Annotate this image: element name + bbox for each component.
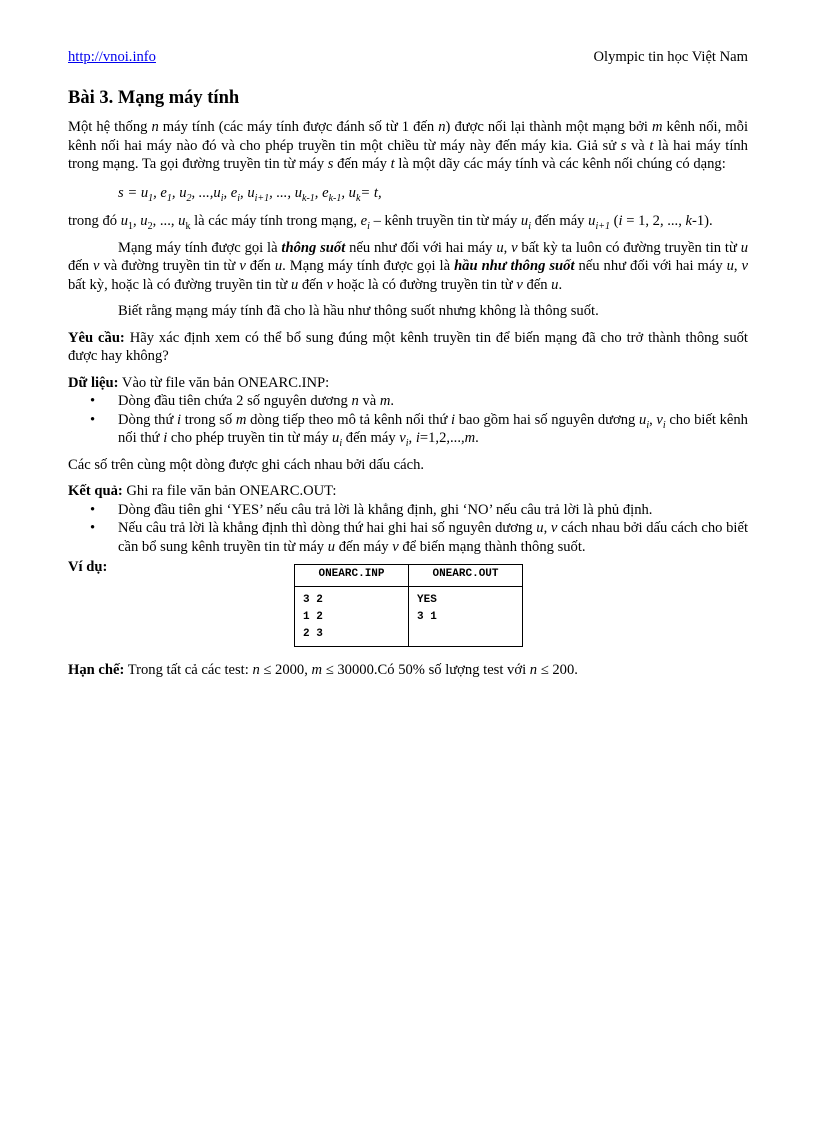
input-heading: Dữ liệu: Vào từ file văn bản ONEARC.INP: — [68, 374, 330, 391]
problem-title: Bài 3. Mạng máy tính — [68, 88, 240, 108]
example-table — [294, 564, 523, 647]
page-header — [68, 48, 748, 68]
separator-note: Các số trên cùng một dòng được ghi cách nhau bởi dấu cách. — [68, 456, 425, 473]
example-label: Ví dụ: — [68, 559, 108, 575]
example-output-line: 3 1 — [417, 611, 437, 623]
vnoi-link[interactable]: http://vnoi.info — [68, 49, 156, 65]
example-output-cell — [409, 587, 523, 647]
output-heading: Kết quả: Ghi ra file văn bản ONEARC.OUT: — [68, 483, 337, 499]
output-bullet-1: • Dòng đầu tiên ghi ‘YES’ nếu câu trả lời là khẳng định, ghi ‘NO’ nếu câu trả lời là phủ định. — [68, 501, 748, 520]
requirement-paragraph: Yêu cầu: Hãy xác định xem có thể bổ sung đúng một kênh truyền tin để biến mạng đã cho trở thành thông suốt được hay không? — [68, 329, 748, 364]
input-bullet-1: • Dòng đầu tiên chứa 2 số nguyên dương n và m. — [68, 392, 748, 411]
example-input-line: 2 3 — [303, 628, 323, 640]
known-paragraph: Biết rằng mạng máy tính đã cho là hầu như thông suốt nhưng không là thông suốt. — [118, 303, 599, 319]
example-output-header: ONEARC.OUT — [409, 565, 523, 587]
where-paragraph: trong đó $u_1$, $u_2$, ..., $u_k$ là các máy tính trong mạng, $e_i$ – kênh truyền tin từ máy $u_i$ đến máy $u_{i+1}$ (i = 1, 2, ..., k-1). — [68, 213, 713, 232]
output-bullet-2: • Nếu câu trả lời là khẳng định thì dòng thứ hai ghi hai số nguyên dương u, v cách nhau bởi dấu cách cho biết cần bổ sung kênh truyền tin từ máy u đến máy v để biến mạng thành thông suốt. — [68, 519, 748, 556]
output-list — [68, 501, 748, 557]
example-output-line: YES — [417, 594, 437, 606]
example-input-line: 3 2 — [303, 594, 323, 606]
input-bullet-2: • Dòng thứ i trong số m dòng tiếp theo mô tả kênh nối thứ i bao gồm hai số nguyên dương $u_i$, $v_i$ cho biết kênh nối thứ i cho phép truyền tin từ máy $u_i$ đến máy $v_i$, i=1,2,...,m. — [68, 411, 748, 448]
intro-paragraph: Một hệ thống n máy tính (các máy tính được đánh số từ 1 đến n) được nối lại thành một mạng bởi m kênh nối, mỗi kênh nối hai máy nào đó và cho phép truyền tin một chiều từ máy này đến máy kia. Giả sử s và t là hai máy tính trong mạng. Ta gọi đường truyền tin từ máy s đến máy t là một dãy các máy tính và các kênh nối chúng có dạng: — [68, 119, 748, 172]
input-list — [68, 392, 748, 448]
header-title: Olympic tin học Việt Nam — [593, 49, 748, 65]
example-input-cell — [295, 587, 409, 647]
example-input-header: ONEARC.INP — [295, 565, 409, 587]
problem-body — [68, 118, 748, 680]
example-section — [68, 558, 748, 653]
limits-paragraph: Hạn chế: Trong tất cả các test: n ≤ 2000, m ≤ 30000.Có 50% số lượng test với n ≤ 200. — [68, 662, 578, 678]
example-input-line: 1 2 — [303, 611, 323, 623]
definition-paragraph: Mạng máy tính được gọi là thông suốt nếu như đối với hai máy u, v bất kỳ ta luôn có đường truyền tin từ u đến v và đường truyền tin từ v đến u. Mạng máy tính được gọi là hầu như thông suốt nếu như đối với hai máy u, v bất kỳ, hoặc là có đường truyền tin từ u đến v hoặc là có đường truyền tin từ v đến u. — [68, 239, 748, 293]
path-formula: $s = u_1$, $e_1$, $u_2$, $...,u_i$, $e_i$, $u_{i+1}$, ..., $u_{k-1}$, $e_{k-1}$, $u_k= t$, — [118, 184, 382, 204]
